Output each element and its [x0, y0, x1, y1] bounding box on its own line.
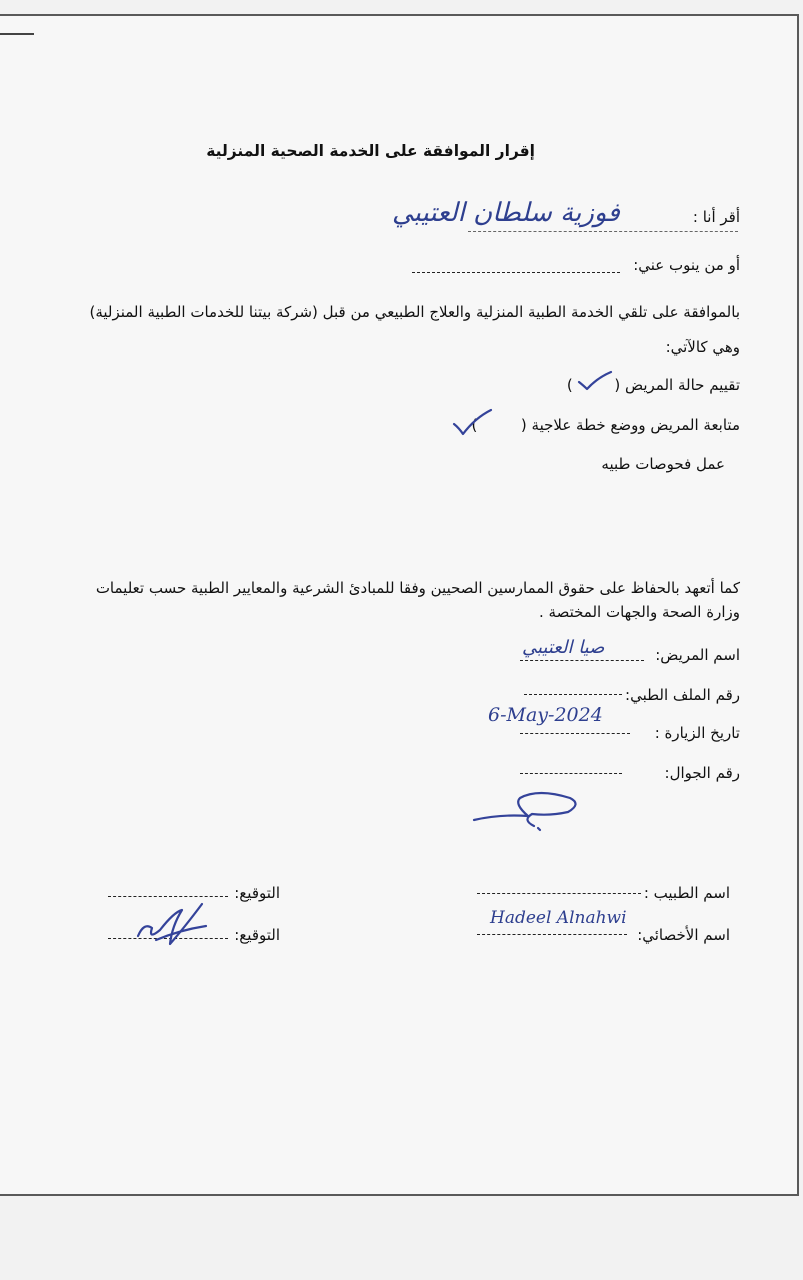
service-label: متابعة المريض ووضع خطة علاجية (: [520, 416, 740, 434]
specialist-signature: [130, 900, 210, 950]
consent-text-line-1: بالموافقة على تلقي الخدمة الطبية المنزلية والعلاج الطبيعي من قبل (شركة بيتنا للخدمات الطبية المنزلية): [89, 303, 740, 321]
visit-date-line: [520, 733, 630, 734]
consent-text-line-2: وهي كالآتي:: [665, 338, 740, 356]
doctor-name-label: اسم الطبيب :: [643, 884, 730, 902]
doctor-name-line: [477, 893, 641, 894]
declarant-name-handwritten: فوزية سلطان العتيبي: [392, 198, 620, 228]
checkmark-icon: [575, 370, 615, 392]
patient-name-line: [520, 660, 644, 661]
mobile-line: [520, 773, 622, 774]
service-label: تقييم حالة المريض (: [614, 376, 740, 394]
mobile-label: رقم الجوال:: [664, 764, 740, 782]
specialist-signature-label: التوقيع:: [234, 926, 280, 944]
doctor-signature-line: [108, 896, 228, 897]
specialist-name-label: اسم الأخصائي:: [637, 926, 730, 944]
service-close-paren: ): [471, 416, 478, 434]
specialist-name-handwritten: Hadeel Alnahwi: [490, 908, 627, 928]
specialist-name-line: [477, 934, 627, 935]
patient-name-handwritten: صيا العتيبي: [522, 637, 605, 658]
representative-label: أو من ينوب عني:: [633, 256, 740, 274]
medical-file-line: [524, 694, 622, 695]
service-item-medical-tests: عمل فحوصات طبيه: [601, 455, 725, 473]
service-close-paren: ): [566, 376, 573, 394]
commitment-text-line-2: وزارة الصحة والجهات المختصة .: [538, 603, 740, 621]
visit-date-handwritten: 6-May-2024: [488, 704, 603, 726]
service-item-follow-up-plan: [471, 415, 740, 435]
page-edge-mark: [0, 33, 34, 35]
declarant-line: [468, 231, 738, 232]
doctor-signature-label: التوقيع:: [234, 884, 280, 902]
patient-name-label: اسم المريض:: [655, 646, 740, 664]
declarant-label: أقر أنا :: [692, 208, 740, 226]
checkmark-icon: [451, 408, 495, 436]
patient-signature: [470, 790, 590, 836]
form-title: إقرار الموافقة على الخدمة الصحية المنزلية: [206, 142, 535, 160]
commitment-text-line-1: كما أتعهد بالحفاظ على حقوق الممارسين الصحيين وفقا للمبادئ الشرعية والمعايير الطبية حسب تعليمات: [95, 579, 740, 597]
visit-date-label: تاريخ الزيارة :: [654, 724, 740, 742]
medical-file-label: رقم الملف الطبي:: [625, 686, 740, 704]
representative-line: [412, 272, 620, 273]
